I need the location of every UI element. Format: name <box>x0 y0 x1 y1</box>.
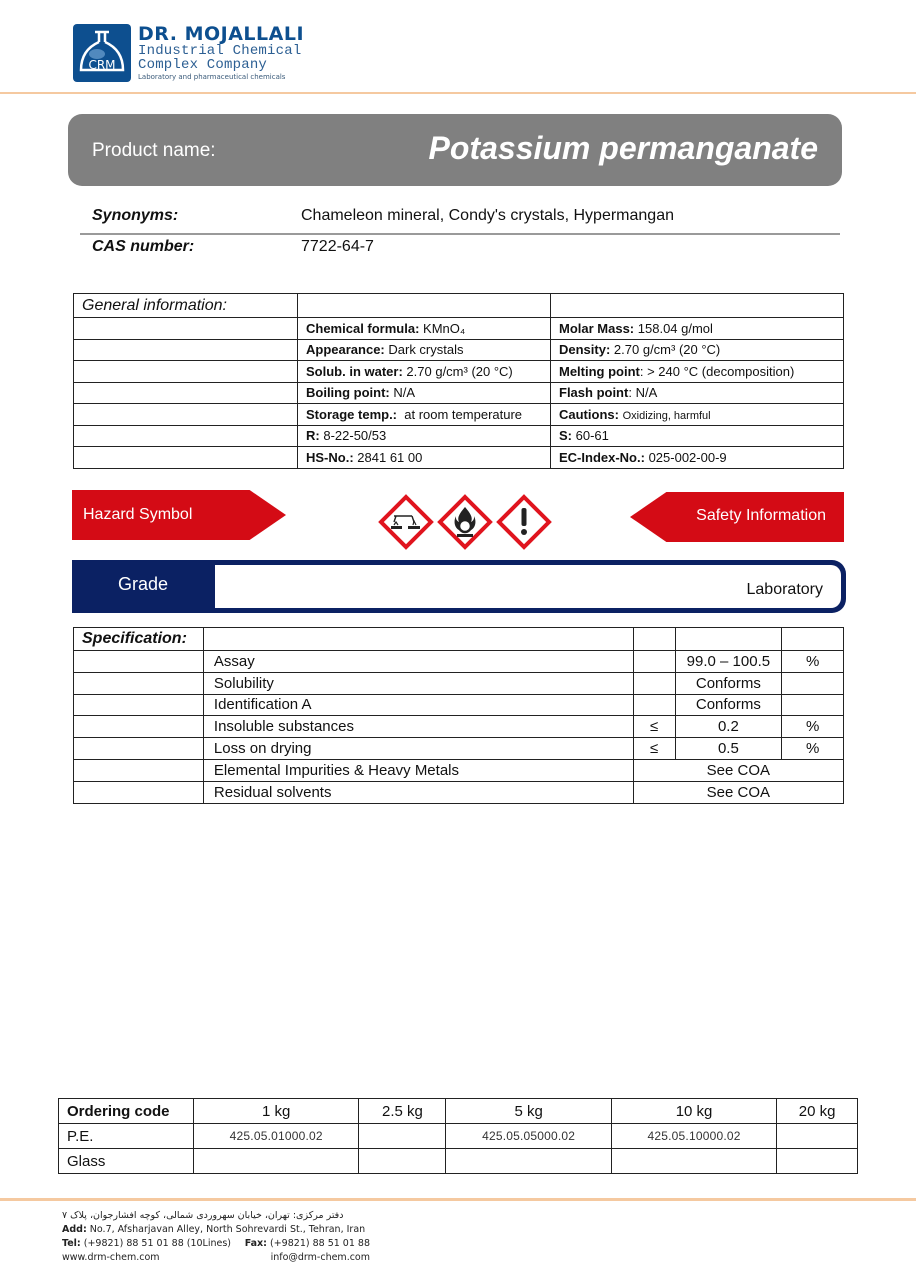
table-row <box>74 694 844 716</box>
ordering-code: 425.05.05000.02 <box>446 1124 611 1149</box>
spec-test: Insoluble substances <box>203 716 633 738</box>
table-row <box>74 339 844 361</box>
density-value: 2.70 g/cm³ (20 °C) <box>613 342 721 358</box>
spec-unit: % <box>782 738 844 760</box>
corrosive-pictogram-icon <box>378 494 434 550</box>
spec-test: Solubility <box>203 672 633 694</box>
chemical-formula-value: KMnO₄ <box>423 320 466 336</box>
oxidizer-pictogram-icon <box>437 494 493 550</box>
safety-information-label: Safety Information <box>696 507 826 524</box>
ec-index-value: 025-002-00-9 <box>648 449 727 465</box>
flash-point-value: : N/A <box>628 385 658 401</box>
phone-row <box>62 1237 370 1251</box>
s-phrases-value: 60-61 <box>575 428 609 444</box>
spec-value: Conforms <box>675 672 782 694</box>
spec-operator <box>633 694 675 716</box>
hs-no-value: 2841 61 00 <box>357 449 423 465</box>
table-row <box>74 716 844 738</box>
spec-operator: ≤ <box>633 716 675 738</box>
safety-information-banner <box>630 492 844 542</box>
table-row <box>74 361 844 383</box>
tel-value: (+9821) 88 51 01 88 (10Lines) <box>83 1238 231 1249</box>
specification-title: Specification: <box>74 628 204 651</box>
general-info-title: General information: <box>74 294 298 318</box>
spec-test: Residual solvents <box>203 781 633 803</box>
footer-contact <box>62 1209 370 1265</box>
brand-line-2: Complex Company <box>138 57 268 73</box>
product-banner <box>68 114 842 186</box>
fax-value: (+9821) 88 51 01 88 <box>270 1238 370 1249</box>
size-header: 1 kg <box>194 1099 359 1124</box>
size-header: 5 kg <box>446 1099 611 1124</box>
spec-value: 99.0 – 100.5 <box>675 651 782 673</box>
molar-mass-label: Molar Mass: <box>559 320 635 336</box>
ordering-code <box>194 1149 359 1174</box>
boiling-point-label: Boiling point: <box>306 385 390 401</box>
ordering-code-header: Ordering code <box>59 1099 194 1124</box>
packaging-type: Glass <box>59 1149 194 1174</box>
ordering-code: 425.05.01000.02 <box>194 1124 359 1149</box>
table-row <box>74 425 844 447</box>
product-name: Potassium permanganate <box>428 130 818 166</box>
synonyms-label: Synonyms: <box>92 207 179 224</box>
grade-value: Laboratory <box>746 581 823 598</box>
spec-test: Loss on drying <box>203 738 633 760</box>
storage-temp-label: Storage temp.: <box>306 406 398 422</box>
general-info-table <box>73 293 844 469</box>
website-link[interactable]: www.drm-chem.com <box>62 1252 160 1263</box>
melting-point-value: : > 240 °C (decomposition) <box>639 363 795 379</box>
fax-label: Fax: <box>244 1238 267 1249</box>
molar-mass-value: 158.04 g/mol <box>637 320 713 336</box>
svg-text:CRM: CRM <box>88 58 116 72</box>
spec-value: See COA <box>633 759 843 781</box>
table-row <box>74 781 844 803</box>
ec-index-label: EC-Index-No.: <box>559 449 645 465</box>
boiling-point-value: N/A <box>393 385 416 401</box>
spec-unit <box>782 694 844 716</box>
melting-point-label: Melting point <box>559 363 640 379</box>
table-row <box>74 672 844 694</box>
spec-value: 0.2 <box>675 716 782 738</box>
cautions-value: Oxidizing, harmful <box>622 409 711 422</box>
table-row <box>74 318 844 340</box>
spec-unit: % <box>782 716 844 738</box>
appearance-label: Appearance: <box>306 342 385 358</box>
appearance-value: Dark crystals <box>388 342 464 358</box>
flash-point-label: Flash point <box>559 385 629 401</box>
table-row <box>74 382 844 404</box>
table-row <box>74 651 844 673</box>
hazard-symbol-banner <box>72 490 286 540</box>
grade-bar <box>72 560 846 613</box>
cas-value: 7722-64-7 <box>301 238 374 255</box>
general-info-header-row <box>74 294 844 318</box>
brand-block <box>138 24 304 82</box>
ghs-pictograms <box>378 494 553 550</box>
hs-no-label: HS-No.: <box>306 449 354 465</box>
r-phrases-label: R: <box>306 428 320 444</box>
ordering-code <box>359 1124 446 1149</box>
spec-test: Elemental Impurities & Heavy Metals <box>203 759 633 781</box>
spec-value: Conforms <box>675 694 782 716</box>
density-label: Density: <box>559 342 611 358</box>
specification-header-row <box>74 628 844 651</box>
cautions-label: Cautions: <box>559 406 619 422</box>
spec-operator: ≤ <box>633 738 675 760</box>
solubility-value: 2.70 g/cm³ (20 °C) <box>406 363 513 379</box>
storage-temp-value: at room temperature <box>404 406 523 422</box>
spec-test: Identification A <box>203 694 633 716</box>
size-header: 2.5 kg <box>359 1099 446 1124</box>
header-divider <box>0 92 916 94</box>
ordering-code <box>611 1149 776 1174</box>
exclamation-pictogram-icon <box>496 494 552 550</box>
email-link[interactable]: info@drm-chem.com <box>270 1252 370 1263</box>
footer-divider <box>0 1198 916 1201</box>
ordering-code <box>777 1149 858 1174</box>
table-row <box>59 1149 858 1174</box>
web-row <box>62 1251 370 1265</box>
spec-unit <box>782 672 844 694</box>
address-label: Add: <box>62 1224 87 1235</box>
synonyms-row <box>80 201 840 231</box>
table-row <box>74 759 844 781</box>
table-row <box>74 738 844 760</box>
address-persian: دفتر مرکزی: تهران، خیابان سهروردی شمالی، کوچه افشارجوان، پلاک ۷ <box>62 1210 344 1221</box>
spec-unit: % <box>782 651 844 673</box>
grade-field <box>215 565 841 608</box>
ordering-table <box>58 1098 858 1174</box>
hazard-symbol-label: Hazard Symbol <box>83 506 193 523</box>
address-value: No.7, Afsharjavan Alley, North Sohrevardi St., Tehran, Iran <box>89 1224 366 1235</box>
specification-table <box>73 627 844 804</box>
cas-label: CAS number: <box>92 238 195 255</box>
grade-label: Grade <box>117 574 169 594</box>
table-row <box>74 447 844 469</box>
solubility-label: Solub. in water: <box>306 363 403 379</box>
spec-value: 0.5 <box>675 738 782 760</box>
ordering-code <box>359 1149 446 1174</box>
chemical-formula-label: Chemical formula: <box>306 320 420 336</box>
ordering-code: 425.05.10000.02 <box>611 1124 776 1149</box>
brand-tagline: Laboratory and pharmaceutical chemicals <box>138 73 286 81</box>
ordering-code <box>777 1124 858 1149</box>
spec-operator <box>633 672 675 694</box>
spec-test: Assay <box>203 651 633 673</box>
brand-name: DR. MOJALLALI <box>138 23 305 45</box>
table-row <box>74 404 844 426</box>
brand-line-1: Industrial Chemical <box>138 43 302 59</box>
tel-label: Tel: <box>62 1238 81 1249</box>
ordering-header-row <box>59 1099 858 1124</box>
cas-row <box>80 232 840 262</box>
spec-value: See COA <box>633 781 843 803</box>
s-phrases-label: S: <box>559 428 572 444</box>
table-row <box>59 1124 858 1149</box>
size-header: 20 kg <box>777 1099 858 1124</box>
size-header: 10 kg <box>611 1099 776 1124</box>
flask-crm-logo-icon <box>73 24 131 82</box>
synonyms-value: Chameleon mineral, Condy's crystals, Hypermangan <box>301 207 674 224</box>
spec-operator <box>633 651 675 673</box>
product-label: Product name: <box>92 140 216 161</box>
address-row <box>62 1223 370 1237</box>
packaging-type: P.E. <box>59 1124 194 1149</box>
r-phrases-value: 8-22-50/53 <box>323 428 387 444</box>
ordering-code <box>446 1149 611 1174</box>
company-logo <box>73 24 131 82</box>
